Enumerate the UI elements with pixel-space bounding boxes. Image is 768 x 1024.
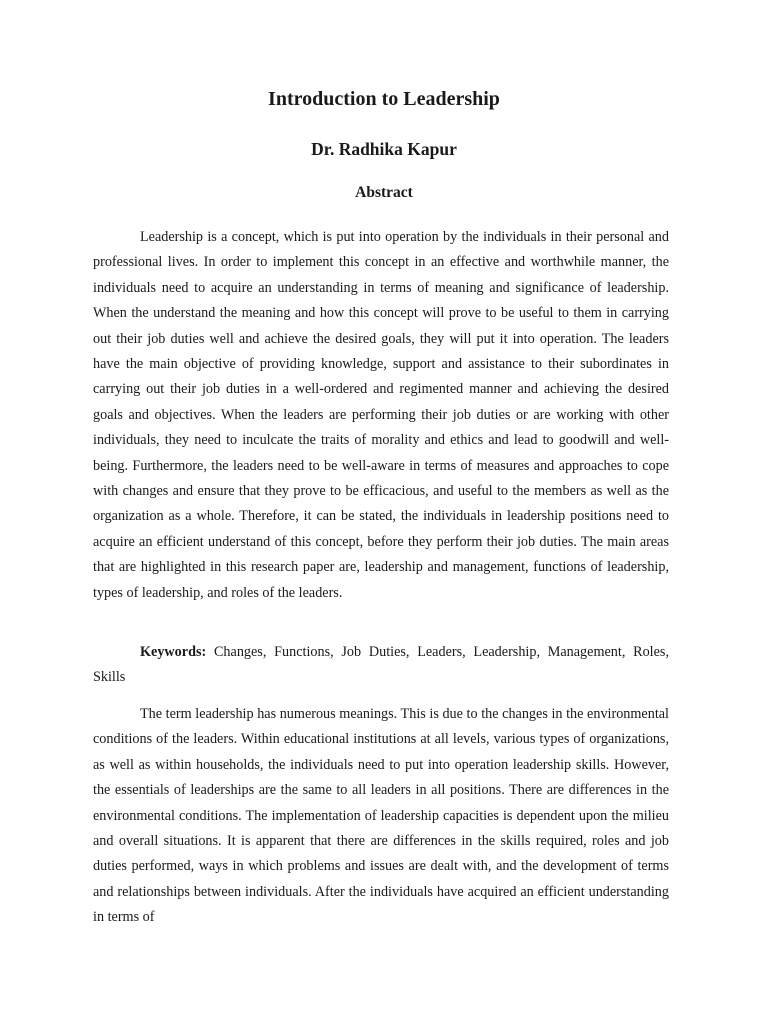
keywords-list: Changes, Functions, Job Duties, Leaders, Leadership, Management, Roles, Skills	[93, 644, 669, 686]
paper-title: Introduction to Leadership	[268, 88, 500, 110]
body-paragraph: The term leadership has numerous meanings. This is due to the changes in the environmental conditions of the leaders. Within educational institutions at all levels, various types of organizations, as well as within households, the individuals need to put into operation leadership skills. However, the essentials of leaderships are the same to all leaders in all positions. There are differences in the environmental conditions. The implementation of leadership capacities is dependent upon the milieu and overall situations. It is apparent that there are differences in the skills required, roles and job duties performed, ways in which problems and issues are dealt with, and the development of terms and relationships between individuals. After the individuals have acquired an efficient understanding in terms of	[93, 706, 669, 926]
abstract-paragraph: Leadership is a concept, which is put into operation by the individuals in their personal and professional lives. In order to implement this concept in an effective and worthwhile manner, the individuals need to acquire an understanding in terms of meaning and significance of leadership. When the understand the meaning and how this concept will prove to be useful to them in carrying out their job duties well and achieve the desired goals, they will put it into operation. The leaders have the main objective of providing knowledge, support and assistance to their subordinates in carrying out their job duties in a well-ordered and regimented manner and achieving the desired goals and objectives. When the leaders are performing their job duties or are working with other individuals, they need to inculcate the traits of morality and ethics and lead to goodwill and well-being. Furthermore, the leaders need to be well-aware in terms of measures and approaches to cope with changes and ensure that they prove to be efficacious, and useful to the members as well as the organization as a whole. Therefore, it can be stated, the individuals in leadership positions need to acquire an efficient understand of this concept, before they perform their job duties. The main areas that are highlighted in this research paper are, leadership and management, functions of leadership, types of leadership, and roles of the leaders.	[93, 229, 669, 601]
keywords-label: Keywords:	[140, 644, 207, 660]
abstract-heading: Abstract	[355, 184, 413, 201]
keywords-paragraph	[93, 640, 669, 691]
author-name: Dr. Radhika Kapur	[311, 139, 457, 159]
